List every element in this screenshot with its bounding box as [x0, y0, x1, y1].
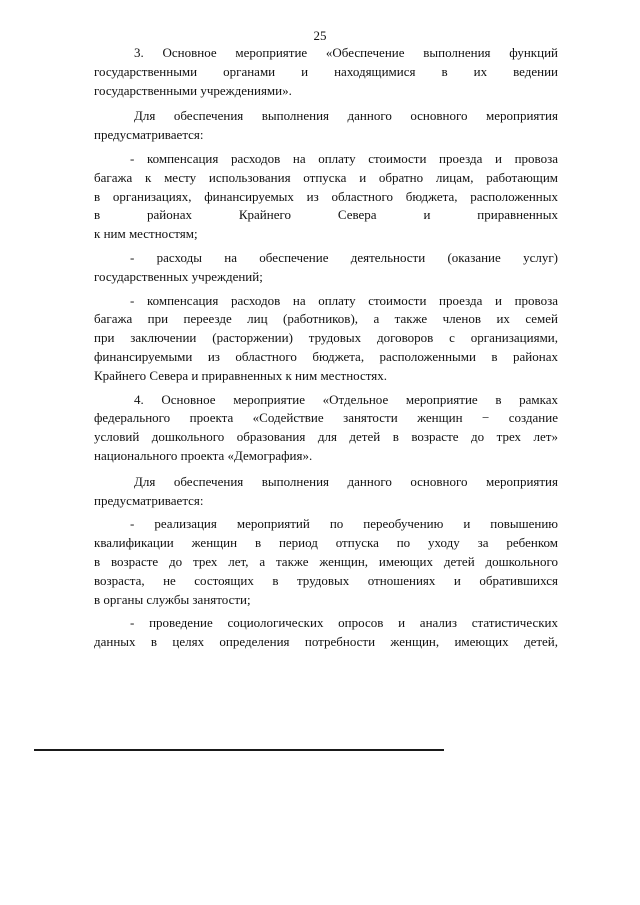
text-line: - компенсация расходов на оплату стоимости проезда и провоза — [130, 292, 558, 308]
text-line: государственными органами и находящимися в их ведении — [94, 63, 558, 79]
text-line: данных в целях определения потребности женщин, имеющих детей, — [94, 634, 558, 650]
text-line: государственных учреждений; — [94, 268, 263, 284]
paragraph-provision-intro-1 — [94, 107, 558, 145]
text-line: - компенсация расходов на оплату стоимости проезда и провоза — [130, 150, 558, 166]
text-line: при заключении (расторжении) трудовых договоров с организациями, — [94, 330, 558, 346]
text-line: - проведение социологических опросов и анализ статистических — [130, 615, 558, 631]
text-line: Для обеспечения выполнения данного основного мероприятия — [134, 473, 558, 489]
paragraph-main-activity-4 — [94, 391, 558, 466]
text-line: к ним местностям; — [94, 226, 198, 242]
page-number: 25 — [313, 28, 327, 43]
list-item-relocation-compensation — [94, 292, 558, 386]
text-line: предусматривается: — [94, 492, 204, 508]
list-item-institution-expenses — [94, 249, 558, 287]
text-line: предусматривается: — [94, 127, 204, 143]
text-line: багажа к месту использования отпуска и обратно лицам, работающим — [94, 169, 558, 185]
text-line: в районах Крайнего Севера и приравненных — [94, 207, 558, 223]
text-line: в возрасте до трех лет, а также женщин, имеющих детей дошкольного — [94, 553, 558, 569]
text-line: в органы службы занятости; — [94, 591, 251, 607]
paragraph-provision-intro-2 — [94, 473, 558, 511]
document-body — [94, 44, 558, 652]
text-line: в организациях, финансируемых из областного бюджета, расположенных — [94, 188, 558, 204]
text-line: багажа при переезде лиц (работников), а также членов их семей — [94, 311, 558, 327]
text-line: квалификации женщин в период отпуска по уходу за ребенком — [94, 535, 558, 551]
text-line: возраста, не состоящих в трудовых отношениях и обратившихся — [94, 572, 558, 588]
text-line: 4. Основное мероприятие «Отдельное мероприятие в рамках — [134, 391, 558, 407]
text-line: условий дошкольного образования для детей в возрасте до трех лет» — [94, 429, 558, 445]
text-line: федерального проекта «Содействие занятости женщин − создание — [94, 410, 558, 426]
text-line: - расходы на обеспечение деятельности (оказание услуг) — [130, 249, 558, 265]
text-line: государственными учреждениями». — [94, 82, 292, 98]
text-line: финансируемыми из областного бюджета, расположенными в районах — [94, 348, 558, 364]
paragraph-main-activity-3 — [94, 44, 558, 100]
text-line: 3. Основное мероприятие «Обеспечение выполнения функций — [134, 45, 558, 60]
text-line: - реализация мероприятий по переобучению и повышению — [130, 516, 558, 532]
list-item-sociological-surveys — [94, 614, 558, 652]
text-line: Крайнего Севера и приравненных к ним местностях. — [94, 367, 388, 383]
list-item-travel-compensation — [94, 150, 558, 244]
list-item-retraining — [94, 515, 558, 609]
page-bottom-rule — [34, 749, 444, 751]
text-line: Для обеспечения выполнения данного основного мероприятия — [134, 108, 558, 124]
text-line: национального проекта «Демография». — [94, 447, 313, 463]
